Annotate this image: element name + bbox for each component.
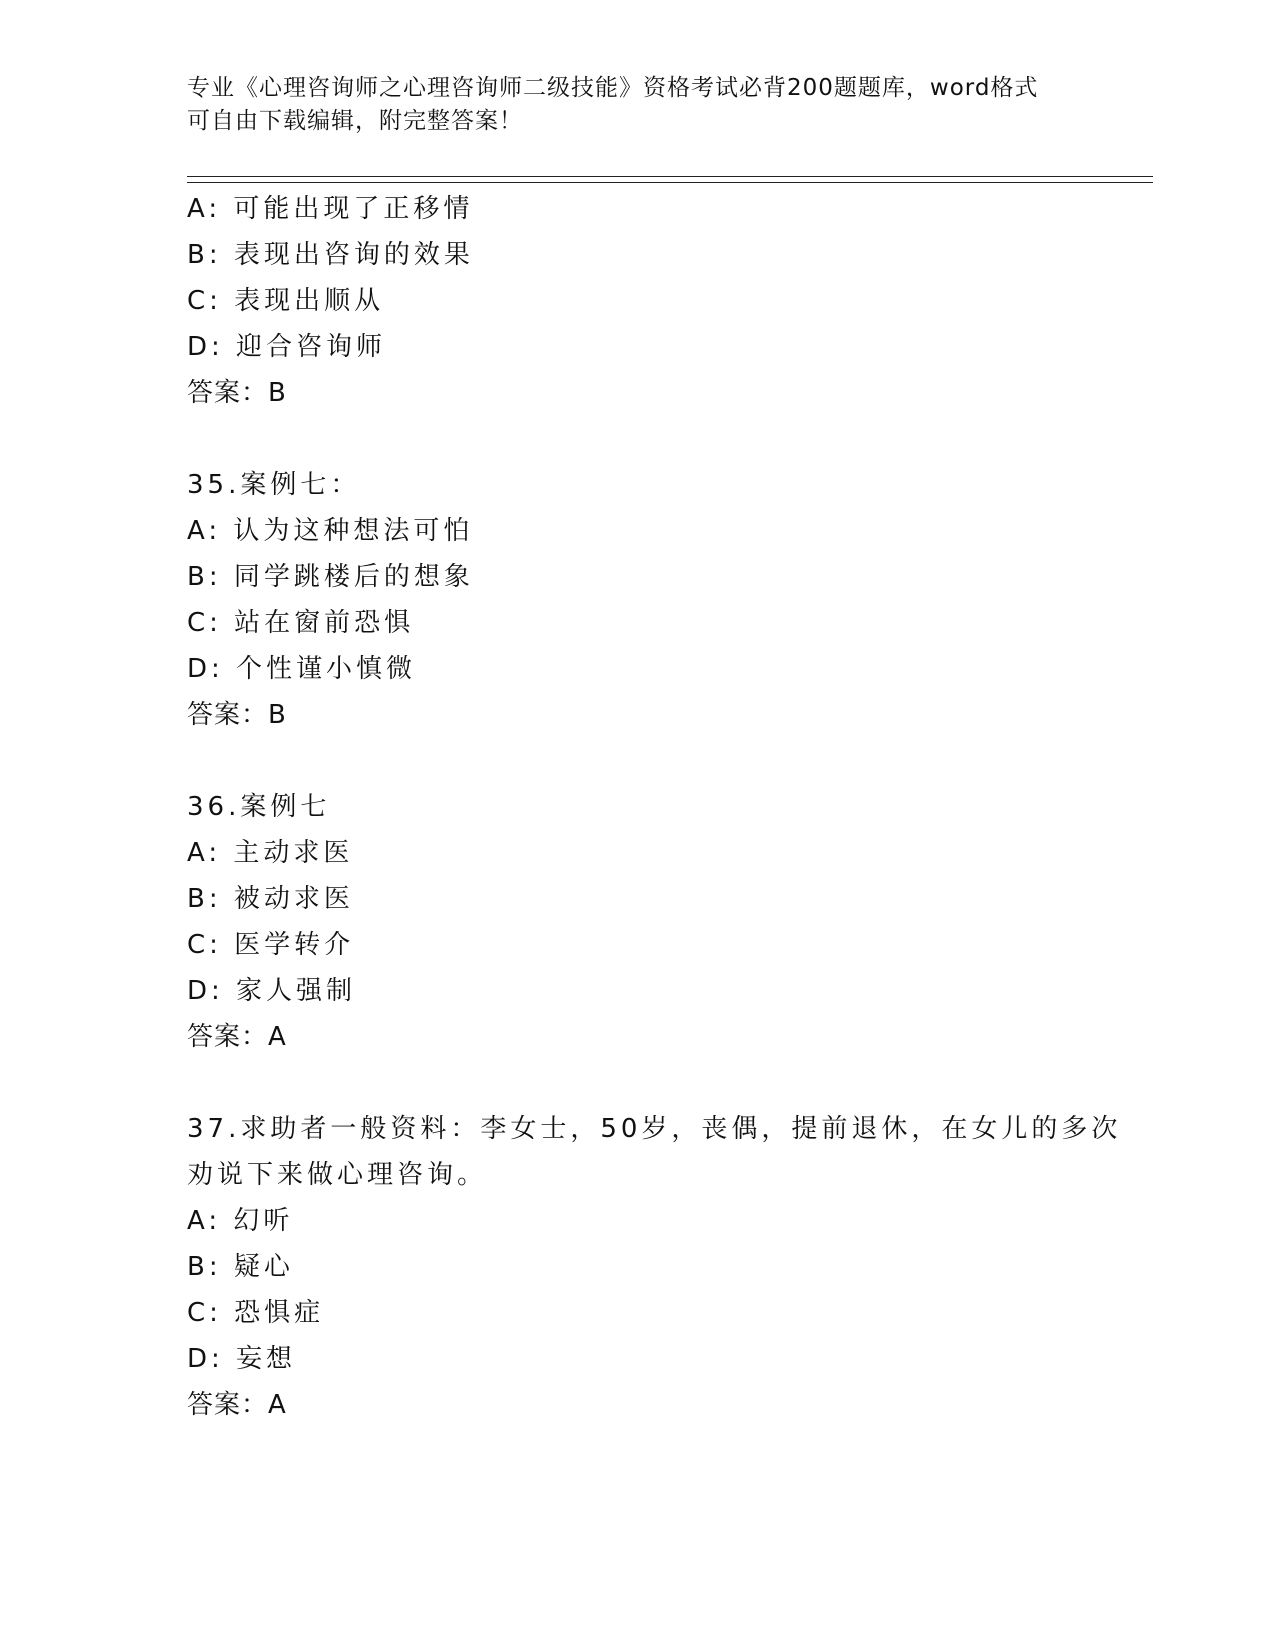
option-c: C: 医学转介 [187,930,355,960]
option-a: A: 认为这种想法可怕 [187,516,474,546]
question-title: 35.案例七： [187,470,361,500]
question-title: 36.案例七 [187,792,331,822]
answer-line: 答案：A [187,1390,287,1420]
option-d: D: 迎合咨询师 [187,332,387,362]
option-c: C: 恐惧症 [187,1298,325,1328]
spacer [187,416,1107,462]
question-36 [187,784,1107,1060]
header-line-1: 专业《心理咨询师之心理咨询师二级技能》资格考试必背200题题库，word格式 [187,75,1039,101]
document-header [187,72,1087,138]
question-list [187,186,1122,1428]
spacer [187,1060,1107,1106]
question-continued [187,186,1107,416]
answer-line: 答案：B [187,378,287,408]
option-a: A: 主动求医 [187,838,354,868]
option-c: C: 表现出顺从 [187,286,385,316]
option-d: D: 家人强制 [187,976,357,1006]
option-b: B: 同学跳楼后的想象 [187,562,474,592]
header-divider-bottom [187,182,1153,183]
option-c: C: 站在窗前恐惧 [187,608,415,638]
question-35 [187,462,1107,738]
option-b: B: 疑心 [187,1252,294,1282]
header-line-2: 可自由下载编辑，附完整答案！ [187,108,523,134]
option-b: B: 被动求医 [187,884,354,914]
option-a: A: 可能出现了正移情 [187,194,474,224]
question-37 [187,1106,1122,1428]
option-d: D: 妄想 [187,1344,297,1374]
option-d: D: 个性谨小慎微 [187,654,417,684]
question-title-line-2: 劝说下来做心理咨询。 [187,1160,488,1190]
header-divider-top [187,176,1153,177]
option-b: B: 表现出咨询的效果 [187,240,474,270]
question-title-line-1: 37.求助者一般资料：李女士，50岁，丧偶，提前退休，在女儿的多次 [187,1114,1122,1144]
spacer [187,738,1107,784]
answer-line: 答案：B [187,700,287,730]
option-a: A: 幻听 [187,1206,294,1236]
answer-line: 答案：A [187,1022,287,1052]
